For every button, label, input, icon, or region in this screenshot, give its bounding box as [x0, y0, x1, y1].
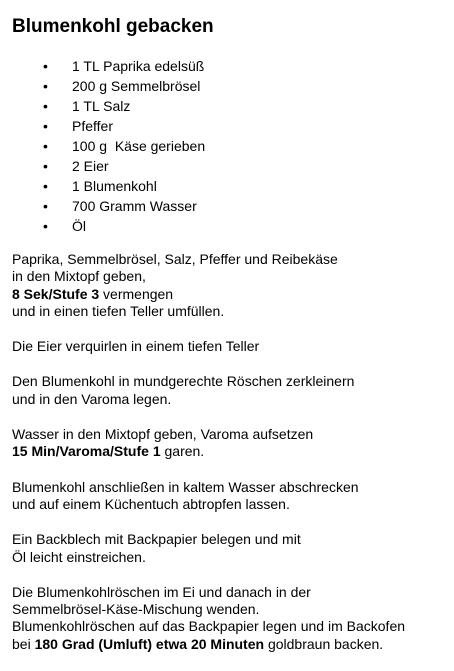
step-paragraph-eggs — [12, 338, 448, 355]
step-line-text: bei — [12, 635, 35, 652]
step-line: Wasser in den Mixtopf geben, Varoma aufsetzen — [12, 426, 314, 443]
step-paragraph-cauliflower — [12, 373, 448, 408]
bullet-icon: • — [43, 138, 48, 154]
bullet-icon: • — [43, 218, 48, 234]
ingredient-text: 2 Eier — [72, 158, 109, 174]
step-paragraph-tray — [12, 531, 448, 566]
ingredient-text: 200 g Semmelbrösel — [72, 78, 201, 94]
step-line: Die Blumenkohlröschen im Ei und danach in der — [12, 583, 311, 600]
step-line: Die Eier verquirlen in einem tiefen Teller — [12, 338, 260, 355]
step-line — [12, 286, 448, 303]
step-paragraph-mix — [12, 251, 448, 320]
step-line-text: vermengen — [99, 285, 174, 302]
step-line: in den Mixtopf geben, — [12, 268, 146, 285]
step-line: Den Blumenkohl in mundgerechte Röschen zerkleinern — [12, 373, 355, 390]
ingredient-text: 1 Blumenkohl — [72, 178, 157, 194]
step-line-text: garen. — [160, 443, 205, 460]
ingredient-text: Pfeffer — [72, 118, 113, 134]
step-line: und auf einem Küchentuch abtropfen lassen. — [12, 495, 290, 512]
ingredient-text: 100 g Käse gerieben — [72, 138, 206, 154]
step-paragraph-bake — [12, 584, 448, 653]
step-line — [12, 443, 448, 460]
step-line: Ein Backblech mit Backpapier belegen und mit — [12, 531, 301, 548]
step-line: Semmelbrösel-Käse-Mischung wenden. — [12, 601, 260, 618]
step-setting: 8 Sek/Stufe 3 — [12, 285, 100, 302]
bullet-icon: • — [43, 98, 48, 114]
step-line: Blumenkohl anschließen in kaltem Wasser abschrecken — [12, 478, 359, 495]
step-line — [12, 636, 448, 653]
step-paragraph-rinse — [12, 479, 448, 514]
step-line: Blumenkohlröschen auf das Backpapier legen und im Backofen — [12, 618, 406, 635]
step-line: Öl leicht einstreichen. — [12, 548, 146, 565]
bullet-icon: • — [43, 158, 48, 174]
step-line-text: goldbraun backen. — [264, 635, 384, 652]
ingredient-text: 1 TL Salz — [72, 98, 131, 114]
step-paragraph-steam — [12, 426, 448, 461]
preparation-steps — [12, 251, 448, 671]
bullet-icon: • — [43, 78, 48, 94]
ingredient-text: 700 Gramm Wasser — [72, 198, 197, 214]
bullet-icon: • — [43, 118, 48, 134]
step-line: und in den Varoma legen. — [12, 390, 172, 407]
step-setting: 180 Grad (Umluft) etwa 20 Minuten — [34, 635, 265, 652]
ingredient-text: 1 TL Paprika edelsüß — [72, 58, 205, 74]
step-line: und in einen tiefen Teller umfüllen. — [12, 302, 225, 319]
bullet-icon: • — [43, 58, 48, 74]
ingredient-text: Öl — [72, 218, 86, 234]
step-setting: 15 Min/Varoma/Stufe 1 — [12, 443, 161, 460]
step-line: Paprika, Semmelbrösel, Salz, Pfeffer und Reibekäse — [12, 251, 338, 267]
bullet-icon: • — [43, 178, 48, 194]
bullet-icon: • — [43, 198, 48, 214]
recipe-title: Blumenkohl gebacken — [12, 16, 214, 37]
